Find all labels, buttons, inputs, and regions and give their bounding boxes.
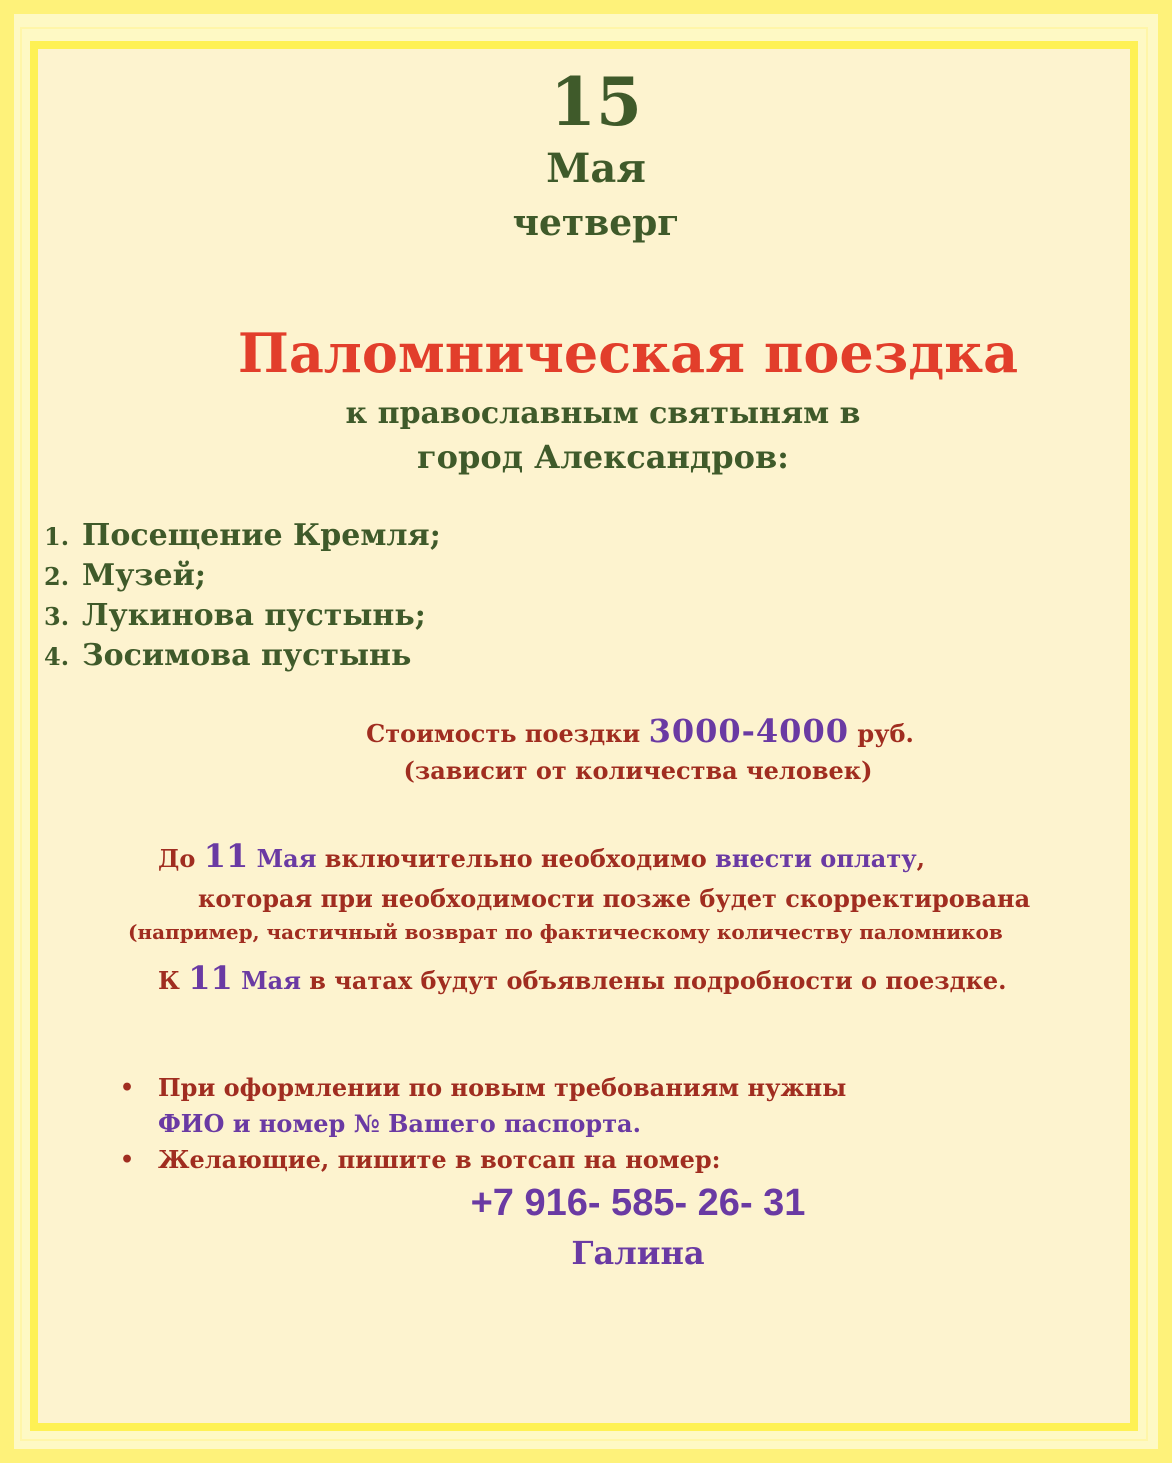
date-weekday: четверг [512, 202, 680, 244]
bullet-icon: • [120, 1075, 135, 1101]
notes-list [120, 1070, 846, 1178]
note-1-line-2: ФИО и номер № Вашего паспорта. [158, 1109, 641, 1138]
note-2: Желающие, пишите в вотсап на номер: [158, 1145, 721, 1174]
list-item [44, 636, 441, 676]
list-item [44, 556, 441, 596]
subtitle-line-1: к православным святыням в [345, 396, 861, 431]
subtitle-line-2: город Александров: [417, 438, 789, 476]
announcement-prefix: К [158, 966, 189, 995]
cost-line [0, 712, 1172, 753]
list-item-number: 3. [44, 602, 70, 631]
date-month: Мая [546, 145, 646, 192]
payment-text: включительно необходимо [316, 844, 716, 873]
date-day: 15 [550, 63, 642, 141]
announcement-line [158, 958, 1007, 1001]
payment-deadline-day: 11 [203, 837, 249, 875]
payment-action: внести оплату [715, 844, 917, 873]
note-1-line-1: При оформлении по новым требованиям нужны [158, 1073, 847, 1102]
cost-suffix: руб. [848, 719, 914, 748]
cost-note: (зависит от количества человек) [403, 756, 873, 785]
list-item [120, 1142, 846, 1178]
cost-prefix: Стоимость поездки [366, 719, 649, 748]
announcement-text: в чатах будут объявлены подробности о поездке. [300, 966, 1007, 995]
list-item-number: 1. [44, 522, 70, 551]
bullet-icon: • [120, 1147, 135, 1173]
list-item-text: Лукинова пустынь; [82, 598, 426, 633]
payment-correction-line: которая при необходимости позже будет скорректирована [198, 884, 1031, 913]
list-item [44, 596, 441, 636]
list-item-number: 2. [44, 562, 70, 591]
list-item-text: Посещение Кремля; [82, 518, 441, 553]
announcement-day: 11 [188, 959, 233, 997]
poster-title: Паломническая поездка [237, 321, 1019, 385]
list-item [120, 1070, 846, 1142]
payment-deadline-month: Мая [248, 844, 317, 873]
list-item-number: 4. [44, 642, 70, 671]
list-item [44, 516, 441, 556]
announcement-month: Мая [232, 966, 301, 995]
payment-example-line: (например, частичный возврат по фактическому количеству паломников [128, 920, 1003, 944]
payment-prefix: До [158, 844, 204, 873]
list-item-text: Музей; [82, 558, 206, 593]
payment-comma: , [916, 844, 925, 873]
list-item-text: Зосимова пустынь [82, 638, 412, 673]
cost-amount: 3000-4000 [648, 712, 849, 750]
payment-deadline-line [158, 836, 925, 879]
contact-name: Галина [571, 1234, 705, 1272]
contact-phone: +7 916- 585- 26- 31 [470, 1182, 806, 1224]
itinerary-list [44, 516, 441, 676]
